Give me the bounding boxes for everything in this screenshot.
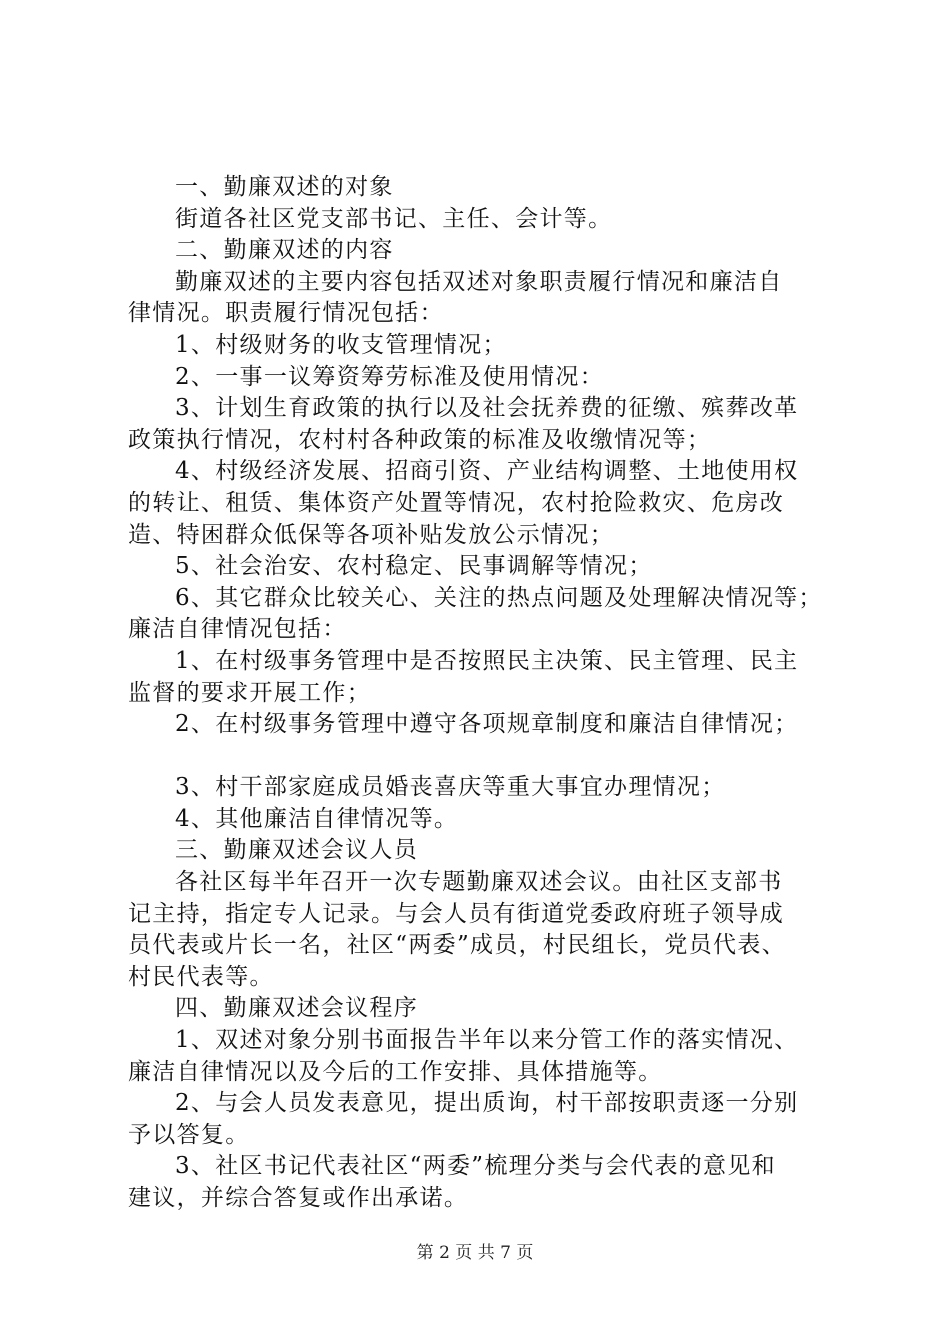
blank-line	[128, 741, 838, 773]
list-item-continuation: 予以答复。	[128, 1121, 250, 1148]
section-heading-1: 一、勤廉双述的对象	[175, 174, 394, 200]
list-item-continuation: 的转让、租赁、集体资产处置等情况，农村抢险救灾、危房改	[128, 489, 785, 516]
paragraph-line: 律情况。职责履行情况包括：	[128, 300, 444, 327]
paragraph-line: 员代表或片长一名，社区“两委”成员，村民组长，党员代表、	[128, 932, 786, 959]
list-item: 6、其它群众比较关心、关注的热点问题及处理解决情况等；	[175, 584, 823, 611]
list-item: 1、双述对象分别书面报告半年以来分管工作的落实情况、	[175, 1027, 799, 1054]
list-item: 3、计划生育政策的执行以及社会抚养费的征缴、殡葬改革	[175, 395, 799, 422]
section-heading-2: 二、勤廉双述的内容	[175, 237, 394, 264]
paragraph-line: 勤廉双述的主要内容包括双述对象职责履行情况和廉洁自	[175, 268, 783, 295]
list-item: 5、社会治安、农村稳定、民事调解等情况；	[175, 553, 653, 580]
list-item-continuation: 造、特困群众低保等各项补贴发放公示情况；	[128, 521, 614, 548]
paragraph-line: 各社区每半年召开一次专题勤廉双述会议。由社区支部书	[175, 869, 783, 896]
section-heading-3: 三、勤廉双述会议人员	[175, 837, 418, 864]
list-item: 2、一事一议筹资筹劳标准及使用情况：	[175, 363, 605, 390]
list-item-continuation: 政策执行情况，农村村各种政策的标准及收缴情况等；	[128, 426, 712, 453]
list-item-continuation: 建议，并综合答复或作出承诺。	[128, 1185, 469, 1211]
section-heading-4: 四、勤廉双述会议程序	[175, 995, 418, 1022]
list-item: 1、村级财务的收支管理情况；	[175, 331, 507, 358]
list-item: 4、村级经济发展、招商引资、产业结构调整、土地使用权	[175, 458, 799, 485]
list-item-continuation: 监督的要求开展工作；	[128, 679, 371, 706]
paragraph-line: 村民代表等。	[128, 963, 274, 990]
paragraph-line: 记主持，指定专人记录。与会人员有街道党委政府班子领导成	[128, 900, 785, 927]
list-item: 2、在村级事务管理中遵守各项规章制度和廉洁自律情况；	[175, 711, 799, 738]
list-item: 1、在村级事务管理中是否按照民主决策、民主管理、民主	[175, 647, 799, 674]
paragraph-line: 街道各社区党支部书记、主任、会计等。	[175, 205, 613, 232]
list-item: 3、社区书记代表社区“两委”梳理分类与会代表的意见和	[175, 1153, 776, 1180]
list-item: 2、与会人员发表意见，提出质询，村干部按职责逐一分别	[175, 1090, 799, 1117]
list-item: 4、其他廉洁自律情况等。	[175, 805, 459, 832]
list-item: 3、村干部家庭成员婚丧喜庆等重大事宜办理情况；	[175, 774, 726, 801]
page-number-footer: 第 2 页 共 7 页	[416, 1243, 534, 1263]
list-item-continuation: 廉洁自律情况以及今后的工作安排、具体措施等。	[128, 1058, 663, 1085]
paragraph-line: 廉洁自律情况包括：	[128, 616, 347, 643]
document-body	[128, 172, 838, 1215]
